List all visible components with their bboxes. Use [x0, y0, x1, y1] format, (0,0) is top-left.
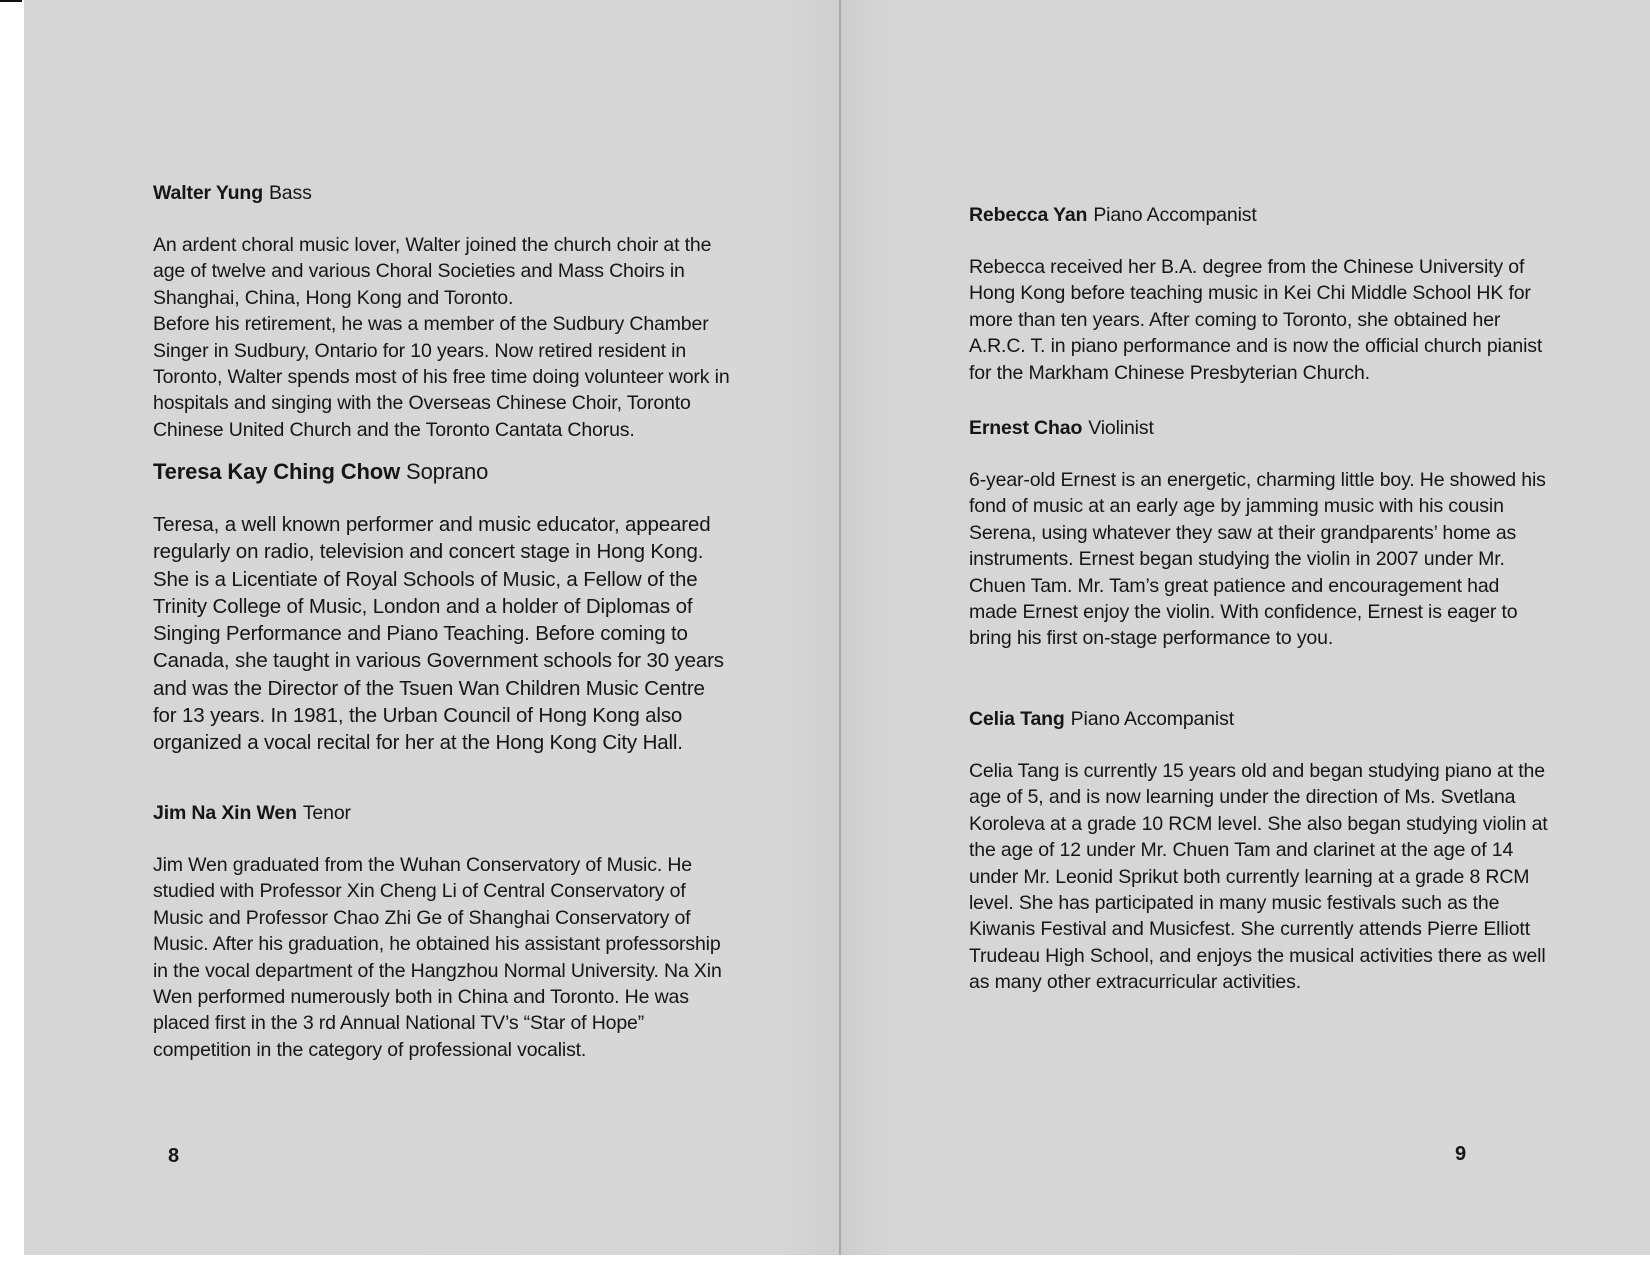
bio-heading: [153, 180, 733, 206]
performer-name: Teresa Kay Ching Chow: [153, 459, 401, 484]
scan-bottom-edge: [24, 1255, 1650, 1275]
bio-paragraph: Celia Tang is currently 15 years old and began studying piano at the age of 5, and is now learning under the direction of Ms. Svetlana Koroleva at a grade 10 RCM level. She also began studying violin at the age of 12 under Mr. Chuen Tam and clarinet at the age of 14 under Mr. Leonid Sprikut both currently learning at a grade 8 RCM level. She has participated in many music festivals such as the Kiwanis Festival and Musicfest. She currently attends Pierre Elliott Trudeau High School, and enjoys the musical activities there as well as many other extracurricular activities.: [969, 760, 1548, 994]
bio-paragraph: Teresa, a well known performer and music educator, appeared regularly on radio, television and concert stage in Hong Kong. She is a Licentiate of Royal Schools of Music, a Fellow of the Trinity College of Music, London and a holder of Diplomas of Singing Performance and Piano Teaching. Before coming to Canada, she taught in various Government schools for 30 years and was the Director of the Tsuen Wan Children Music Centre for 13 years. In 1981, the Urban Council of Hong Kong also organized a vocal recital for her at the Hong Kong City Hall.: [153, 513, 724, 755]
bio-heading: [969, 202, 1549, 228]
crop-mark: [0, 0, 22, 2]
performer-role: Piano Accompanist: [1093, 204, 1257, 226]
bio-walter-yung: [153, 180, 733, 443]
bio-jim-wen: [153, 800, 733, 1063]
left-page: [24, 0, 839, 1275]
performer-name: Ernest Chao: [969, 417, 1083, 439]
performer-name: Jim Na Xin Wen: [153, 802, 297, 824]
bio-paragraph: 6-year-old Ernest is an energetic, charming little boy. He showed his fond of music at an early age by jamming music with his cousin Serena, using whatever they saw at their grandparents’ home as instruments. Ernest began studying the violin in 2007 under Mr. Chuen Tam. Mr. Tam’s great patience and encouragement had made Ernest enjoy the violin. With confidence, Ernest is eager to bring his first on-stage performance to you.: [969, 469, 1546, 650]
performer-role: Tenor: [302, 802, 351, 824]
performer-name: Walter Yung: [153, 182, 263, 204]
performer-name: Celia Tang: [969, 708, 1065, 730]
bio-paragraph: Rebecca received her B.A. degree from the Chinese University of Hong Kong before teaching music in Kei Chi Middle School HK for more than ten years. After coming to Toronto, she obtained her A.R.C. T. in piano performance and is now the official church pianist for the Markham Chinese Presbyterian Church.: [969, 256, 1543, 384]
bio-heading: [153, 459, 733, 485]
performer-role: Bass: [268, 182, 312, 204]
page-number: 9: [1455, 1143, 1467, 1165]
bio-paragraph: An ardent choral music lover, Walter joined the church choir at the age of twelve and various Choral Societies and Mass Choirs in Shanghai, China, Hong Kong and Toronto.: [153, 234, 712, 309]
bio-rebecca-yan: [969, 202, 1549, 386]
performer-role: Violinist: [1088, 417, 1154, 439]
bio-paragraph: Jim Wen graduated from the Wuhan Conservatory of Music. He studied with Professor Xin Cheng Li of Central Conservatory of Music and Professor Chao Zhi Ge of Shanghai Conservatory of Music. After his graduation, he obtained his assistant professorship in the vocal department of the Hangzhou Normal University. Na Xin Wen performed numerously both in China and Toronto. He was placed first in the 3 rd Annual National TV’s “Star of Hope” competition in the category of professional vocalist.: [153, 854, 722, 1061]
page-number: 8: [168, 1145, 180, 1167]
bio-heading: [969, 706, 1549, 732]
bio-paragraph: Before his retirement, he was a member of the Sudbury Chamber Singer in Sudbury, Ontario for 10 years. Now retired resident in Toronto, Walter spends most of his free time doing volunteer work in hospitals and singing with the Overseas Chinese Choir, Toronto Chinese United Church and the Toronto Cantata Chorus.: [153, 313, 730, 441]
bio-heading: [153, 800, 733, 826]
right-page: [841, 0, 1650, 1275]
bio-heading: [969, 415, 1549, 441]
bio-teresa-chow: [153, 459, 733, 757]
performer-name: Rebecca Yan: [969, 204, 1088, 226]
bio-celia-tang: [969, 706, 1549, 996]
booklet-spread: [24, 0, 1650, 1275]
performer-role: Piano Accompanist: [1070, 708, 1234, 730]
performer-role: Soprano: [406, 459, 489, 484]
bio-ernest-chao: [969, 415, 1549, 652]
